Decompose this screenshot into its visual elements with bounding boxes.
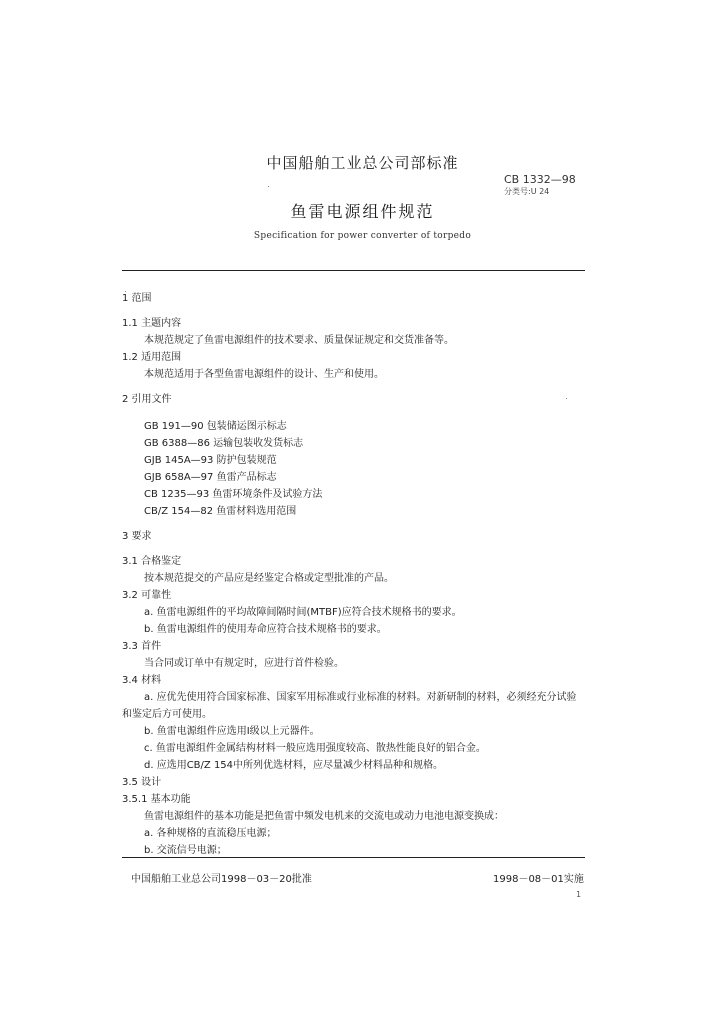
subsection-heading: 1.1 主题内容 bbox=[122, 318, 182, 329]
standard-number: CB 1332—98 bbox=[504, 173, 576, 186]
classification-number: 分类号:U 24 bbox=[504, 187, 550, 196]
body-text: 本规范规定了鱼雷电源组件的技术要求、质量保证规定和交货准备等。 bbox=[144, 335, 454, 346]
approval-date: 中国船舶工业总公司1998－03－20批准 bbox=[131, 874, 312, 885]
reference-document: GJB 658A—97 鱼雷产品标志 bbox=[144, 472, 277, 483]
list-item: b. 鱼雷电源组件应选用Ⅰ级以上元器件。 bbox=[144, 726, 320, 737]
subsection-heading: 3.4 材料 bbox=[122, 675, 162, 686]
issuing-organization: 中国船舶工业总公司部标准 bbox=[266, 154, 459, 172]
list-item: a. 应优先使用符合国家标准、国家军用标准或行业标准的材料。对新研制的材料，必须经充分试验 bbox=[144, 692, 577, 703]
document-subtitle-english: Specification for power converter of torpedo bbox=[253, 231, 472, 241]
subsection-heading: 3.3 首件 bbox=[122, 641, 162, 652]
footer-divider bbox=[122, 857, 585, 858]
body-text: 鱼雷电源组件的基本功能是把鱼雷中频发电机来的交流电或动力电池电源变换成： bbox=[144, 811, 504, 822]
subsection-heading: 3.2 可靠性 bbox=[122, 590, 172, 601]
page-number: 1 bbox=[576, 890, 582, 899]
section-heading: 2 引用文件 bbox=[122, 394, 172, 405]
implementation-date: 1998－08－01实施 bbox=[493, 874, 584, 885]
list-item: a. 鱼雷电源组件的平均故障间隔时间(MTBF)应符合技术规格书的要求。 bbox=[144, 607, 462, 618]
scan-speck bbox=[268, 186, 269, 187]
section-heading: 1 范围 bbox=[122, 293, 152, 304]
reference-document: CB/Z 154—82 鱼雷材料选用范围 bbox=[144, 506, 297, 517]
header-divider bbox=[122, 270, 585, 271]
subsection-heading: 3.5.1 基本功能 bbox=[122, 794, 191, 805]
list-item: b. 交流信号电源； bbox=[144, 845, 227, 856]
section-heading: 3 要求 bbox=[122, 531, 152, 542]
subsection-heading: 3.5 设计 bbox=[122, 777, 162, 788]
subsection-heading: 3.1 合格鉴定 bbox=[122, 556, 182, 567]
list-item: d. 应选用CB/Z 154中所列优选材料，应尽量减少材料品种和规格。 bbox=[144, 760, 444, 771]
reference-document: GB 6388—86 运输包装收发货标志 bbox=[144, 438, 304, 449]
list-item: c. 鱼雷电源组件金属结构材料一般应选用强度较高、散热性能良好的铝合金。 bbox=[144, 743, 486, 754]
reference-document: GJB 145A—93 防护包装规范 bbox=[144, 455, 277, 466]
list-item-continuation: 和鉴定后方可使用。 bbox=[122, 709, 212, 720]
subsection-heading: 1.2 适用范围 bbox=[122, 352, 182, 363]
document-title: 鱼雷电源组件规范 bbox=[290, 202, 435, 221]
body-text: 按本规范提交的产品应是经鉴定合格或定型批准的产品。 bbox=[144, 573, 394, 584]
reference-document: GB 191—90 包装储运图示标志 bbox=[144, 421, 287, 432]
scan-speck bbox=[566, 398, 567, 399]
reference-document: CB 1235—93 鱼雷环境条件及试验方法 bbox=[144, 489, 323, 500]
list-item: b. 鱼雷电源组件的使用寿命应符合技术规格书的要求。 bbox=[144, 624, 387, 635]
scan-speck bbox=[125, 291, 126, 292]
list-item: a. 各种规格的直流稳压电源； bbox=[144, 828, 277, 839]
body-text: 本规范适用于各型鱼雷电源组件的设计、生产和使用。 bbox=[144, 369, 384, 380]
body-text: 当合同或订单中有规定时，应进行首件检验。 bbox=[144, 658, 344, 669]
